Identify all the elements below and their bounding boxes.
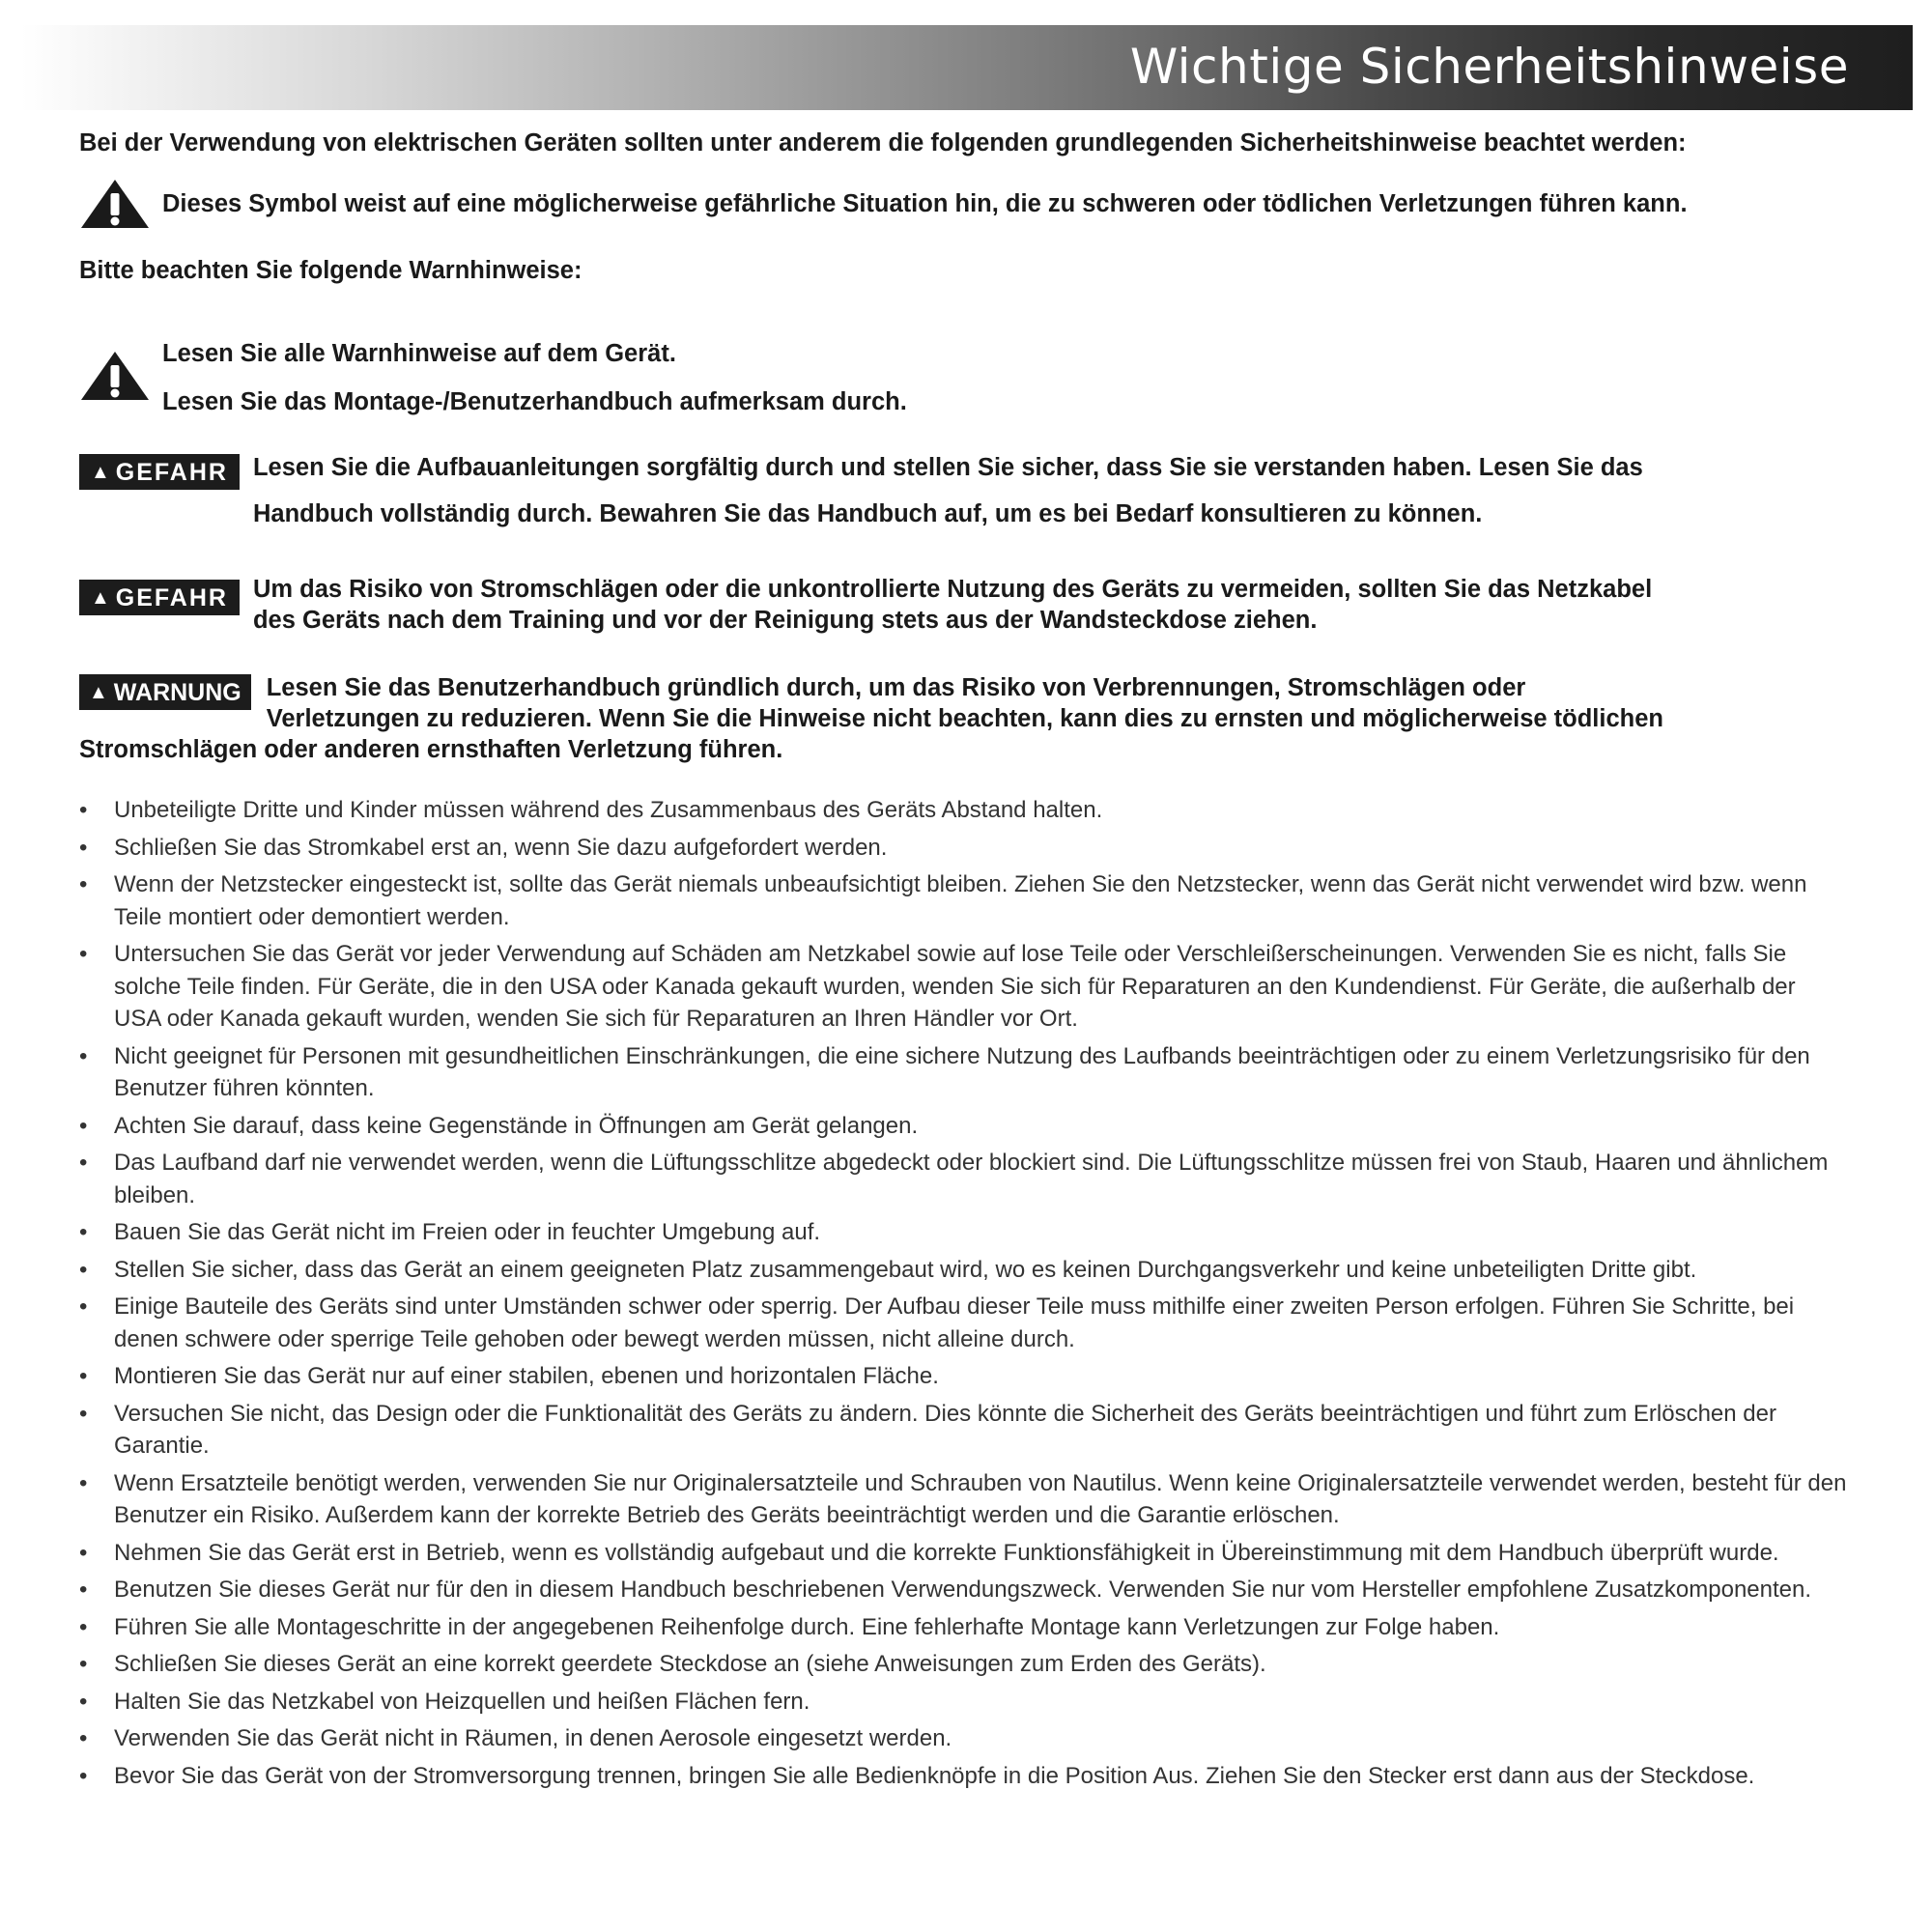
warning-lines <box>162 336 907 417</box>
safety-bullet-list <box>79 794 1847 1792</box>
list-item-text: Nicht geeignet für Personen mit gesundheitlichen Einschränkungen, die eine sichere Nutzung des Laufbands beeinträchtigen oder zu einem Verletzungsrisiko für den Benutzer führen könnten. <box>114 1042 1810 1101</box>
list-item-text: Einige Bauteile des Geräts sind unter Umständen schwer oder sperrig. Der Aufbau dieser Teile muss mithilfe einer zweiten Person erfolgen. Führen Sie Schritte, bei denen schwere oder sperrige Teile gehoben oder bewegt werden müssen, nicht alleine durch. <box>114 1293 1795 1352</box>
list-item <box>79 1110 1847 1143</box>
alert-line: Um das Risiko von Stromschlägen oder die unkontrollierte Nutzung des Geräts zu vermeiden, sollten Sie das Netzkabel <box>252 576 1653 603</box>
danger-badge <box>79 580 240 615</box>
list-item-text: Verwenden Sie das Gerät nicht in Räumen, in denen Aerosole eingesetzt werden. <box>114 1725 952 1751</box>
warning-triangle-icon <box>79 178 151 230</box>
list-item-text: Unbeteiligte Dritte und Kinder müssen während des Zusammenbaus des Geräts Abstand halten. <box>114 797 1103 823</box>
bullet-icon: • <box>79 1293 88 1320</box>
warning-triangle-icon <box>79 350 151 402</box>
list-item <box>79 1147 1847 1211</box>
warning-badge-label: WARNUNG <box>113 679 242 706</box>
list-item <box>79 938 1847 1036</box>
warning-triangle-icon: ▲ <box>91 587 110 609</box>
bullet-icon: • <box>79 1042 88 1069</box>
danger-badge-label: GEFAHR <box>115 459 228 486</box>
list-item-text: Montieren Sie das Gerät nur auf einer stabilen, ebenen und horizontalen Fläche. <box>114 1363 939 1389</box>
bullet-icon: • <box>79 1725 88 1751</box>
list-item-text: Stellen Sie sicher, dass das Gerät an einem geeigneten Platz zusammengebaut wird, wo es keinen Durchgangsverkehr und keine unbeteiligten Dritte gibt. <box>114 1256 1697 1283</box>
list-item-text: Achten Sie darauf, dass keine Gegenstände in Öffnungen am Gerät gelangen. <box>114 1112 919 1139</box>
bullet-icon: • <box>79 1539 88 1566</box>
list-item-text: Bauen Sie das Gerät nicht im Freien oder in feuchter Umgebung auf. <box>114 1219 821 1245</box>
list-item-text: Schließen Sie dieses Gerät an eine korrekt geerdete Steckdose an (siehe Anweisungen zum Erden des Geräts). <box>114 1651 1266 1677</box>
list-item <box>79 1760 1847 1793</box>
alert-line: Lesen Sie das Benutzerhandbuch gründlich durch, um das Risiko von Verbrennungen, Stromschlägen oder <box>266 674 1526 701</box>
bullet-icon: • <box>79 1469 88 1496</box>
danger-alert-text <box>253 444 1643 537</box>
list-item <box>79 1291 1847 1355</box>
alert-line: Verletzungen zu reduzieren. Wenn Sie die Hinweise nicht beachten, kann dies zu ernsten und möglicherweise tödlichen <box>266 705 1663 732</box>
symbol-note-row <box>79 178 1847 230</box>
list-item-text: Nehmen Sie das Gerät erst in Betrieb, wenn es vollständig aufgebaut und die korrekte Funktionsfähigkeit in Übereinstimmung mit dem Handbuch überprüft wurde. <box>114 1539 1779 1566</box>
bullet-icon: • <box>79 834 88 861</box>
list-item-text: Wenn Ersatzteile benötigt werden, verwenden Sie nur Originalersatzteile und Schrauben von Nautilus. Wenn keine Originalersatzteile verwendet werden, besteht für den Benutzer ein Risiko. Außerdem kann der korrekte Betrieb des Geräts beeinträchtigt werden und die Garantie erlöschen. <box>114 1469 1847 1528</box>
list-item <box>79 1040 1847 1105</box>
alert-line: Lesen Sie die Aufbauanleitungen sorgfältig durch und stellen Sie sicher, dass Sie sie verstanden haben. Lesen Sie das <box>252 454 1643 481</box>
bullet-icon: • <box>79 797 88 823</box>
list-item-text: Benutzen Sie dieses Gerät nur für den in diesem Handbuch beschriebenen Verwendungszweck. Verwenden Sie nur vom Hersteller empfohlene Zusatzkomponenten. <box>114 1577 1812 1603</box>
danger-alert <box>79 576 1847 636</box>
list-item <box>79 1216 1847 1249</box>
list-item <box>79 1611 1847 1644</box>
bullet-icon: • <box>79 1400 88 1427</box>
list-item-text: Halten Sie das Netzkabel von Heizquellen und heißen Flächen fern. <box>114 1688 810 1715</box>
warning-triangle-icon: ▲ <box>91 462 110 483</box>
bullet-icon: • <box>79 1256 88 1283</box>
list-item <box>79 868 1847 933</box>
intro-text: Bei der Verwendung von elektrischen Geräten sollten unter anderem die folgenden grundlegenden Sicherheitshinweise beachtet werden: <box>79 129 1687 156</box>
list-item <box>79 794 1847 827</box>
content <box>79 128 1847 1797</box>
bullet-icon: • <box>79 1651 88 1677</box>
list-item-text: Wenn der Netzstecker eingesteckt ist, sollte das Gerät niemals unbeaufsichtigt bleiben. Ziehen Sie den Netzstecker, wenn das Gerät nicht verwendet wird bzw. wenn Teile montiert oder demontiert werden. <box>114 871 1807 930</box>
list-item <box>79 832 1847 865</box>
list-item <box>79 1398 1847 1463</box>
warning-alert <box>79 672 1847 765</box>
list-item <box>79 1686 1847 1719</box>
list-item <box>79 1254 1847 1287</box>
danger-alert-text <box>253 574 1652 636</box>
warning-badge <box>79 674 251 710</box>
danger-badge <box>79 454 240 490</box>
bullet-icon: • <box>79 1150 88 1176</box>
list-item-text: Führen Sie alle Montageschritte in der angegebenen Reihenfolge durch. Eine fehlerhafte Montage kann Verletzungen zur Folge haben. <box>114 1613 1500 1640</box>
bullet-icon: • <box>79 1363 88 1389</box>
warning-line: Lesen Sie alle Warnhinweise auf dem Gerät. <box>162 340 676 367</box>
danger-badge-label: GEFAHR <box>115 584 228 611</box>
alert-line: Handbuch vollständig durch. Bewahren Sie das Handbuch auf, um es bei Bedarf konsultieren zu können. <box>252 500 1483 527</box>
header-bar <box>21 25 1913 110</box>
page-title: Wichtige Sicherheitshinweise <box>1129 39 1849 95</box>
alert-line: Stromschlägen oder anderen ernsthaften Verletzung führen. <box>79 736 783 763</box>
bullet-icon: • <box>79 1112 88 1139</box>
notes-heading: Bitte beachten Sie folgende Warnhinweise: <box>79 257 582 284</box>
list-item <box>79 1467 1847 1532</box>
symbol-note-text: Dieses Symbol weist auf eine möglicherweise gefährliche Situation hin, die zu schweren oder tödlichen Verletzungen führen kann. <box>162 190 1688 217</box>
bullet-icon: • <box>79 1577 88 1603</box>
list-item-text: Das Laufband darf nie verwendet werden, wenn die Lüftungsschlitze abgedeckt oder blockiert sind. Die Lüftungsschlitze müssen frei von Staub, Haaren und ähnlichem bleiben. <box>114 1150 1829 1208</box>
warning-lines-block <box>79 336 1847 417</box>
alert-line: des Geräts nach dem Training und vor der Reinigung stets aus der Wandsteckdose ziehen. <box>252 607 1318 634</box>
bullet-icon: • <box>79 941 88 967</box>
list-item <box>79 1360 1847 1393</box>
list-item <box>79 1537 1847 1570</box>
list-item-text: Versuchen Sie nicht, das Design oder die Funktionalität des Geräts zu ändern. Dies könnte die Sicherheit des Geräts beeinträchtigen und führt zum Erlöschen der Garantie. <box>114 1400 1776 1459</box>
warning-triangle-icon: ▲ <box>89 682 108 703</box>
bullet-icon: • <box>79 1762 88 1789</box>
danger-alert <box>79 450 1847 537</box>
list-item-text: Bevor Sie das Gerät von der Stromversorgung trennen, bringen Sie alle Bedienknöpfe in die Position Aus. Ziehen Sie den Stecker erst dann aus der Steckdose. <box>114 1762 1755 1789</box>
list-item-text: Schließen Sie das Stromkabel erst an, wenn Sie dazu aufgefordert werden. <box>114 834 888 861</box>
warning-line: Lesen Sie das Montage-/Benutzerhandbuch aufmerksam durch. <box>162 388 907 415</box>
list-item <box>79 1648 1847 1681</box>
bullet-icon: • <box>79 1613 88 1640</box>
bullet-icon: • <box>79 1688 88 1715</box>
list-item-text: Untersuchen Sie das Gerät vor jeder Verwendung auf Schäden am Netzkabel sowie auf lose Teile oder Verschleißerscheinungen. Verwenden Sie es nicht, falls Sie solche Teile finden. Für Geräte, die in den USA oder Kanada gekauft wurden, wenden Sie sich für Reparaturen an den Kundendienst. Für Geräte, die außerhalb der USA oder Kanada gekauft wurden, wenden Sie sich für Reparaturen an Ihren Händler vor Ort. <box>114 941 1796 1032</box>
list-item <box>79 1574 1847 1606</box>
list-item <box>79 1722 1847 1755</box>
bullet-icon: • <box>79 1219 88 1245</box>
bullet-icon: • <box>79 871 88 897</box>
